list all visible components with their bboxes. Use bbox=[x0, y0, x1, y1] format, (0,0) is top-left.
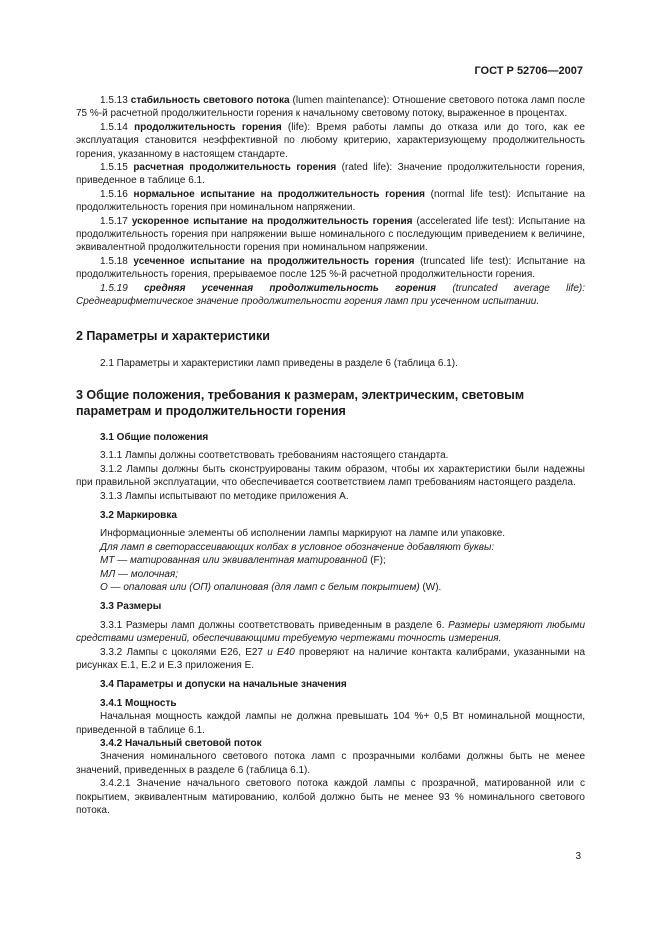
subsection-3-4-title: 3.4 Параметры и допуски на начальные значения bbox=[100, 679, 347, 691]
para-3-4-2-1: 3.4.2.1 Значение начального светового потока каждой лампы с прозрачной, матированной или с покрытием, эквивалентным матированию, колбой должно быть не менее 93 % номинального светового потока. bbox=[76, 778, 585, 817]
subsection-3-2-title: 3.2 Маркировка bbox=[100, 509, 177, 521]
term-1-5-17: 1.5.17 ускоренное испытание на продолжительность горения (accelerated life test): Испытание на продолжительность горения при напряжении выше номинального с последующим приведением к величине, эквивалентной продолжительности горения при номинальном напряжении. bbox=[76, 215, 586, 254]
term-1-5-13: 1.5.13 стабильность светового потока (lumen maintenance): Отношение светового потока ламп после 75 %-й расчетной продолжительности горения к начальному световому потоку, выраженное в процентах. bbox=[76, 95, 586, 120]
para-3-2-4: МЛ — молочная; bbox=[100, 568, 179, 580]
para-3-2-5: О — опаловая или (ОП) опалиновая (для ламп с белым покрытием) (W). bbox=[100, 581, 442, 593]
term-1-5-15: 1.5.15 расчетная продолжительность горения (rated life): Значение продолжительности горения, приведенное в таблице 6.1. bbox=[76, 162, 586, 187]
term-1-5-19: 1.5.19 средняя усеченная продолжительность горения (truncated average life): Среднеарифметическое значение продолжительности горения ламп при усеченном испытании. bbox=[76, 282, 585, 308]
document-body bbox=[76, 94, 585, 817]
section-3-title: 3 Общие положения, требования к размерам, электрическим, световым параметрам и продолжительности горения bbox=[76, 387, 525, 418]
subsection-3-4-2-title: 3.4.2 Начальный световой поток bbox=[100, 738, 262, 750]
section-2-title: 2 Параметры и характеристики bbox=[76, 328, 270, 343]
term-1-5-16: 1.5.16 нормальное испытание на продолжительность горения (normal life test): Испытание на продолжительность горения при номинальном напряжении. bbox=[76, 188, 585, 214]
subsection-3-3-title: 3.3 Размеры bbox=[100, 601, 162, 613]
para-3-1-2: 3.1.2 Лампы должны быть сконструированы таким образом, чтобы их характеристики были надежны при правильной эксплуатации, что обеспечивается соответствием ламп требованиям настоящего раздела. bbox=[76, 463, 585, 489]
para-2-1: 2.1 Параметры и характеристики ламп приведены в разделе 6 (таблица 6.1). bbox=[100, 357, 458, 369]
para-3-3-1: 3.3.1 Размеры ламп должны соответствовать приведенным в разделе 6. Размеры измеряют любыми средствами измерений, обеспечивающими требуемую чертежами точность измерения. bbox=[76, 619, 586, 645]
subsection-3-4-1-title: 3.4.1 Мощность bbox=[100, 697, 177, 709]
para-3-3-2: 3.3.2 Лампы с цоколями Е26, Е27 и Е40 проверяют на наличие контакта калибрами, указанными на рисунках Е.1, Е.2 и Е.3 приложения Е. bbox=[76, 646, 586, 671]
para-3-4-1: Начальная мощность каждой лампы не должна превышать 104 %+ 0,5 Вт номинальной мощности, приведенной в таблице 6.1. bbox=[76, 711, 585, 736]
para-3-1-1: 3.1.1 Лампы должны соответствовать требованиям настоящего стандарта. bbox=[100, 450, 449, 462]
para-3-2-2: Для ламп в светорассеивающих колбах в условное обозначение добавляют буквы: bbox=[100, 541, 495, 553]
term-1-5-14: 1.5.14 продолжительность горения (life): Время работы лампы до отказа или до того, как ее эксплуатация становится неэффективной по любому критерию, характеризующему продолжительность горения, указанному в настоящем стандарте. bbox=[76, 121, 585, 160]
term-1-5-18: 1.5.18 усеченное испытание на продолжительность горения (truncated life test): Испытание на продолжительность горения, прерываемое после 125 %-й расчетной продолжительности горения. bbox=[76, 255, 586, 281]
para-3-1-3: 3.1.3 Лампы испытывают по методике приложения А. bbox=[100, 490, 349, 502]
page-number: 3 bbox=[575, 851, 581, 862]
subsection-3-1-title: 3.1 Общие положения bbox=[100, 431, 209, 443]
para-3-4-2: Значения номинального светового потока ламп с прозрачными колбами должны быть не менее значений, приведенных в разделе 6 (таблица 6.1). bbox=[76, 751, 585, 776]
para-3-2-1: Информационные элементы об исполнении лампы маркируют на лампе или упаковке. bbox=[100, 528, 506, 540]
document-header: ГОСТ Р 52706—2007 bbox=[474, 65, 583, 77]
para-3-2-3: МТ — матированная или эквивалентная матированной (F); bbox=[100, 555, 386, 567]
